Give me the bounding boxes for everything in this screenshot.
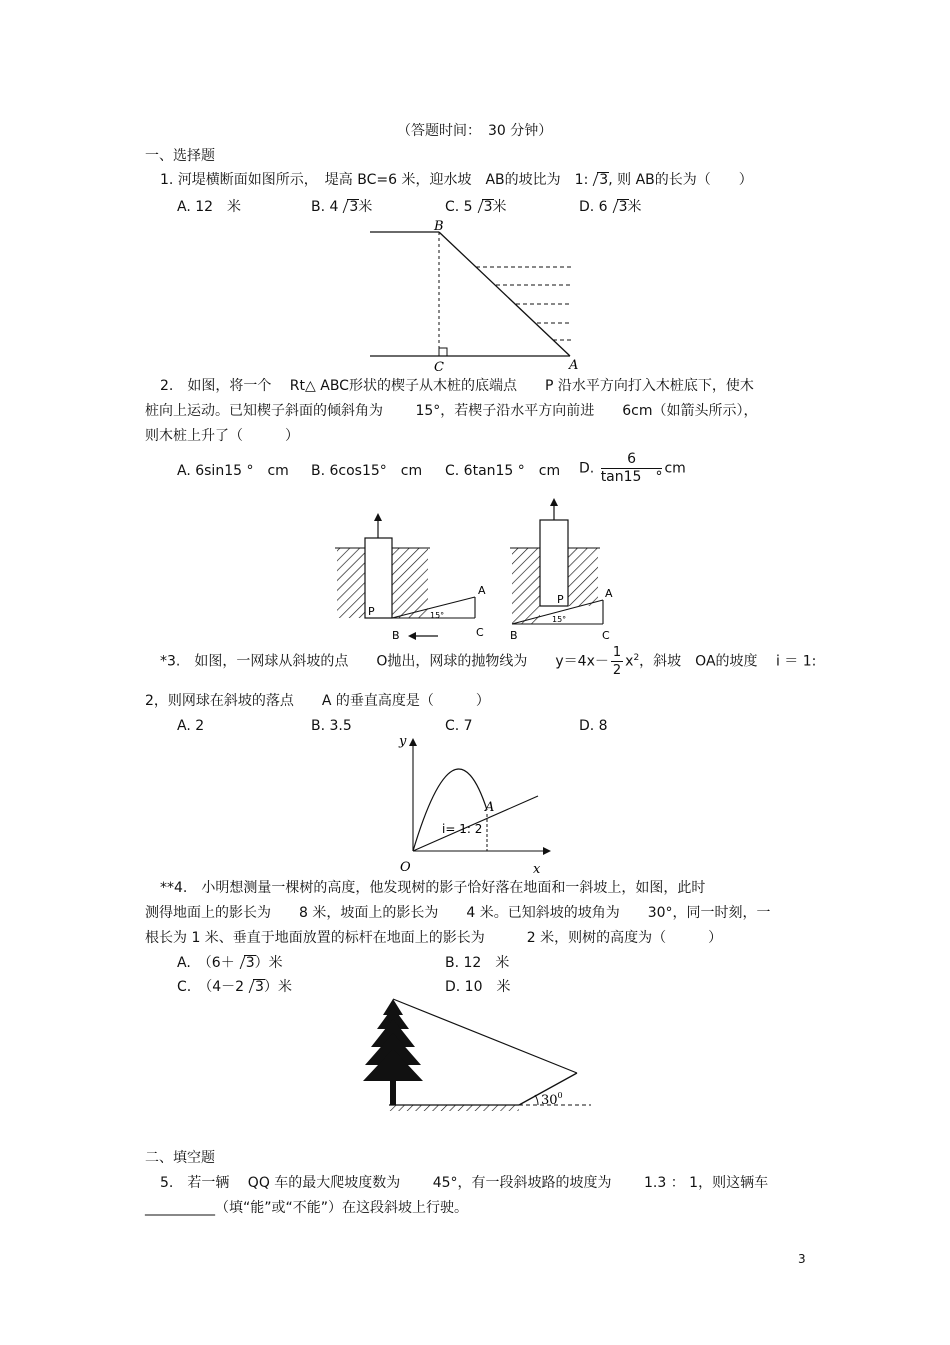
q4-line-1: **4. 小明想测量一棵树的高度，他发现树的影子恰好落在地面和一斜坡上，如图，此时 — [160, 880, 706, 896]
q3-figure — [395, 733, 555, 878]
q1-option-c: C. 5 3米 — [445, 199, 507, 215]
q1-option-a: A. 12 米 — [177, 199, 242, 215]
q2-label-p2: P — [557, 593, 564, 606]
q2-label-angle1: 15° — [430, 611, 445, 620]
section-choice-title: 一、选择题 — [145, 148, 215, 164]
q4-option-d: D. 10 米 — [445, 979, 511, 995]
q3-label-y: y — [399, 734, 407, 749]
q4-option-a: A. （6＋ 3）米 — [177, 955, 283, 971]
q5-line-2: __________（填“能”或“不能”）在这段斜坡上行驶。 — [145, 1200, 469, 1216]
q2-label-c1: C — [476, 626, 484, 639]
q1-text-b: , 则 AB的长为（ ） — [608, 172, 753, 188]
q3-option-a: A. 2 — [177, 718, 205, 734]
q1-radical: 3 — [590, 171, 608, 189]
q2-label-b1: B — [392, 629, 400, 642]
q3-label-x: x — [533, 862, 541, 877]
page-number: 3 — [798, 1252, 806, 1266]
q4-option-b: B. 12 米 — [445, 955, 510, 971]
q3-label-a: A — [485, 800, 495, 815]
q2-line-1: 2. 如图，将一个 Rt△ ABC形状的楔子从木桩的底端点 P 沿水平方向打入木桩底下，使木 — [160, 378, 754, 394]
q2-line-3: 则木桩上升了（ ） — [145, 428, 299, 444]
q5-line-1: 5. 若一辆 QQ 车的最大爬坡度数为 45°，有一段斜坡路的坡度为 1.3 ： 1，则这辆车 — [160, 1175, 769, 1191]
q2-label-a2: A — [605, 587, 613, 600]
q2-label-c2: C — [602, 629, 610, 642]
q2-label-p: P — [368, 605, 375, 618]
q3-line-1: *3. 如图，一网球从斜坡的点 O抛出，网球的抛物线为 y＝4x－ $\frac{1}{2}$ $x^2$，斜坡 OA的坡度 i ＝ 1: — [160, 645, 817, 678]
q2-figure — [330, 508, 613, 643]
q4-line-2: 测得地面上的影长为 8 米，坡面上的影长为 4 米。已知斜坡的坡角为 30°，同一时刻，一 — [145, 905, 771, 921]
q1-option-b: B. 4 3米 — [311, 199, 373, 215]
q1-number: 1. — [160, 172, 174, 188]
q2-label-a1: A — [478, 584, 486, 597]
q3-option-c: C. 7 — [445, 718, 473, 734]
q1-stem — [160, 171, 753, 189]
tree-icon — [363, 999, 423, 1105]
q3-label-o: O — [400, 860, 411, 875]
q4-figure — [355, 993, 595, 1118]
q1-label-a: A — [569, 358, 579, 373]
q4-option-c: C. （4－2 3）米 — [177, 979, 292, 995]
q4-line-3: 根长为 1 米、垂直于地面放置的标杆在地面上的影长为 2 米，则树的高度为（ ） — [145, 930, 723, 946]
q3-line-2: 2，则网球在斜坡的落点 A 的垂直高度是（ ） — [145, 693, 490, 709]
q3-option-b: B. 3.5 — [311, 718, 352, 734]
q1-figure — [365, 218, 580, 378]
q3-label-slope: i= 1: 2 — [442, 822, 483, 836]
q2-option-a: A. 6sin15 ° cm — [177, 463, 289, 479]
q2-option-b: B. 6cos15° cm — [311, 463, 423, 479]
q1-label-c: C — [434, 360, 444, 375]
time-note: （答题时间： 30 分钟） — [397, 123, 553, 139]
q3-option-d: D. 8 — [579, 718, 608, 734]
q2-label-angle2: 15° — [552, 615, 567, 624]
q1-option-d: D. 6 3米 — [579, 199, 642, 215]
q2-line-2: 桩向上运动。已知楔子斜面的倾斜角为 15°，若楔子沿水平方向前进 6cm（如箭头所示）， — [145, 403, 758, 419]
q2-option-d: D. $\frac{6}{\tan 15 ^\circ}$ cm — [579, 451, 686, 485]
q2-option-c: C. 6tan15 ° cm — [445, 463, 561, 479]
q2-label-b2: B — [510, 629, 518, 642]
q4-label-angle: $30^0$ — [541, 1091, 563, 1108]
section-fill-title: 二、填空题 — [145, 1150, 215, 1166]
q1-label-b: B — [434, 219, 444, 234]
q1-text-a: 河堤横断面如图所示， 堤高 BC=6 米，迎水坡 AB的坡比为 1: — [177, 172, 589, 188]
